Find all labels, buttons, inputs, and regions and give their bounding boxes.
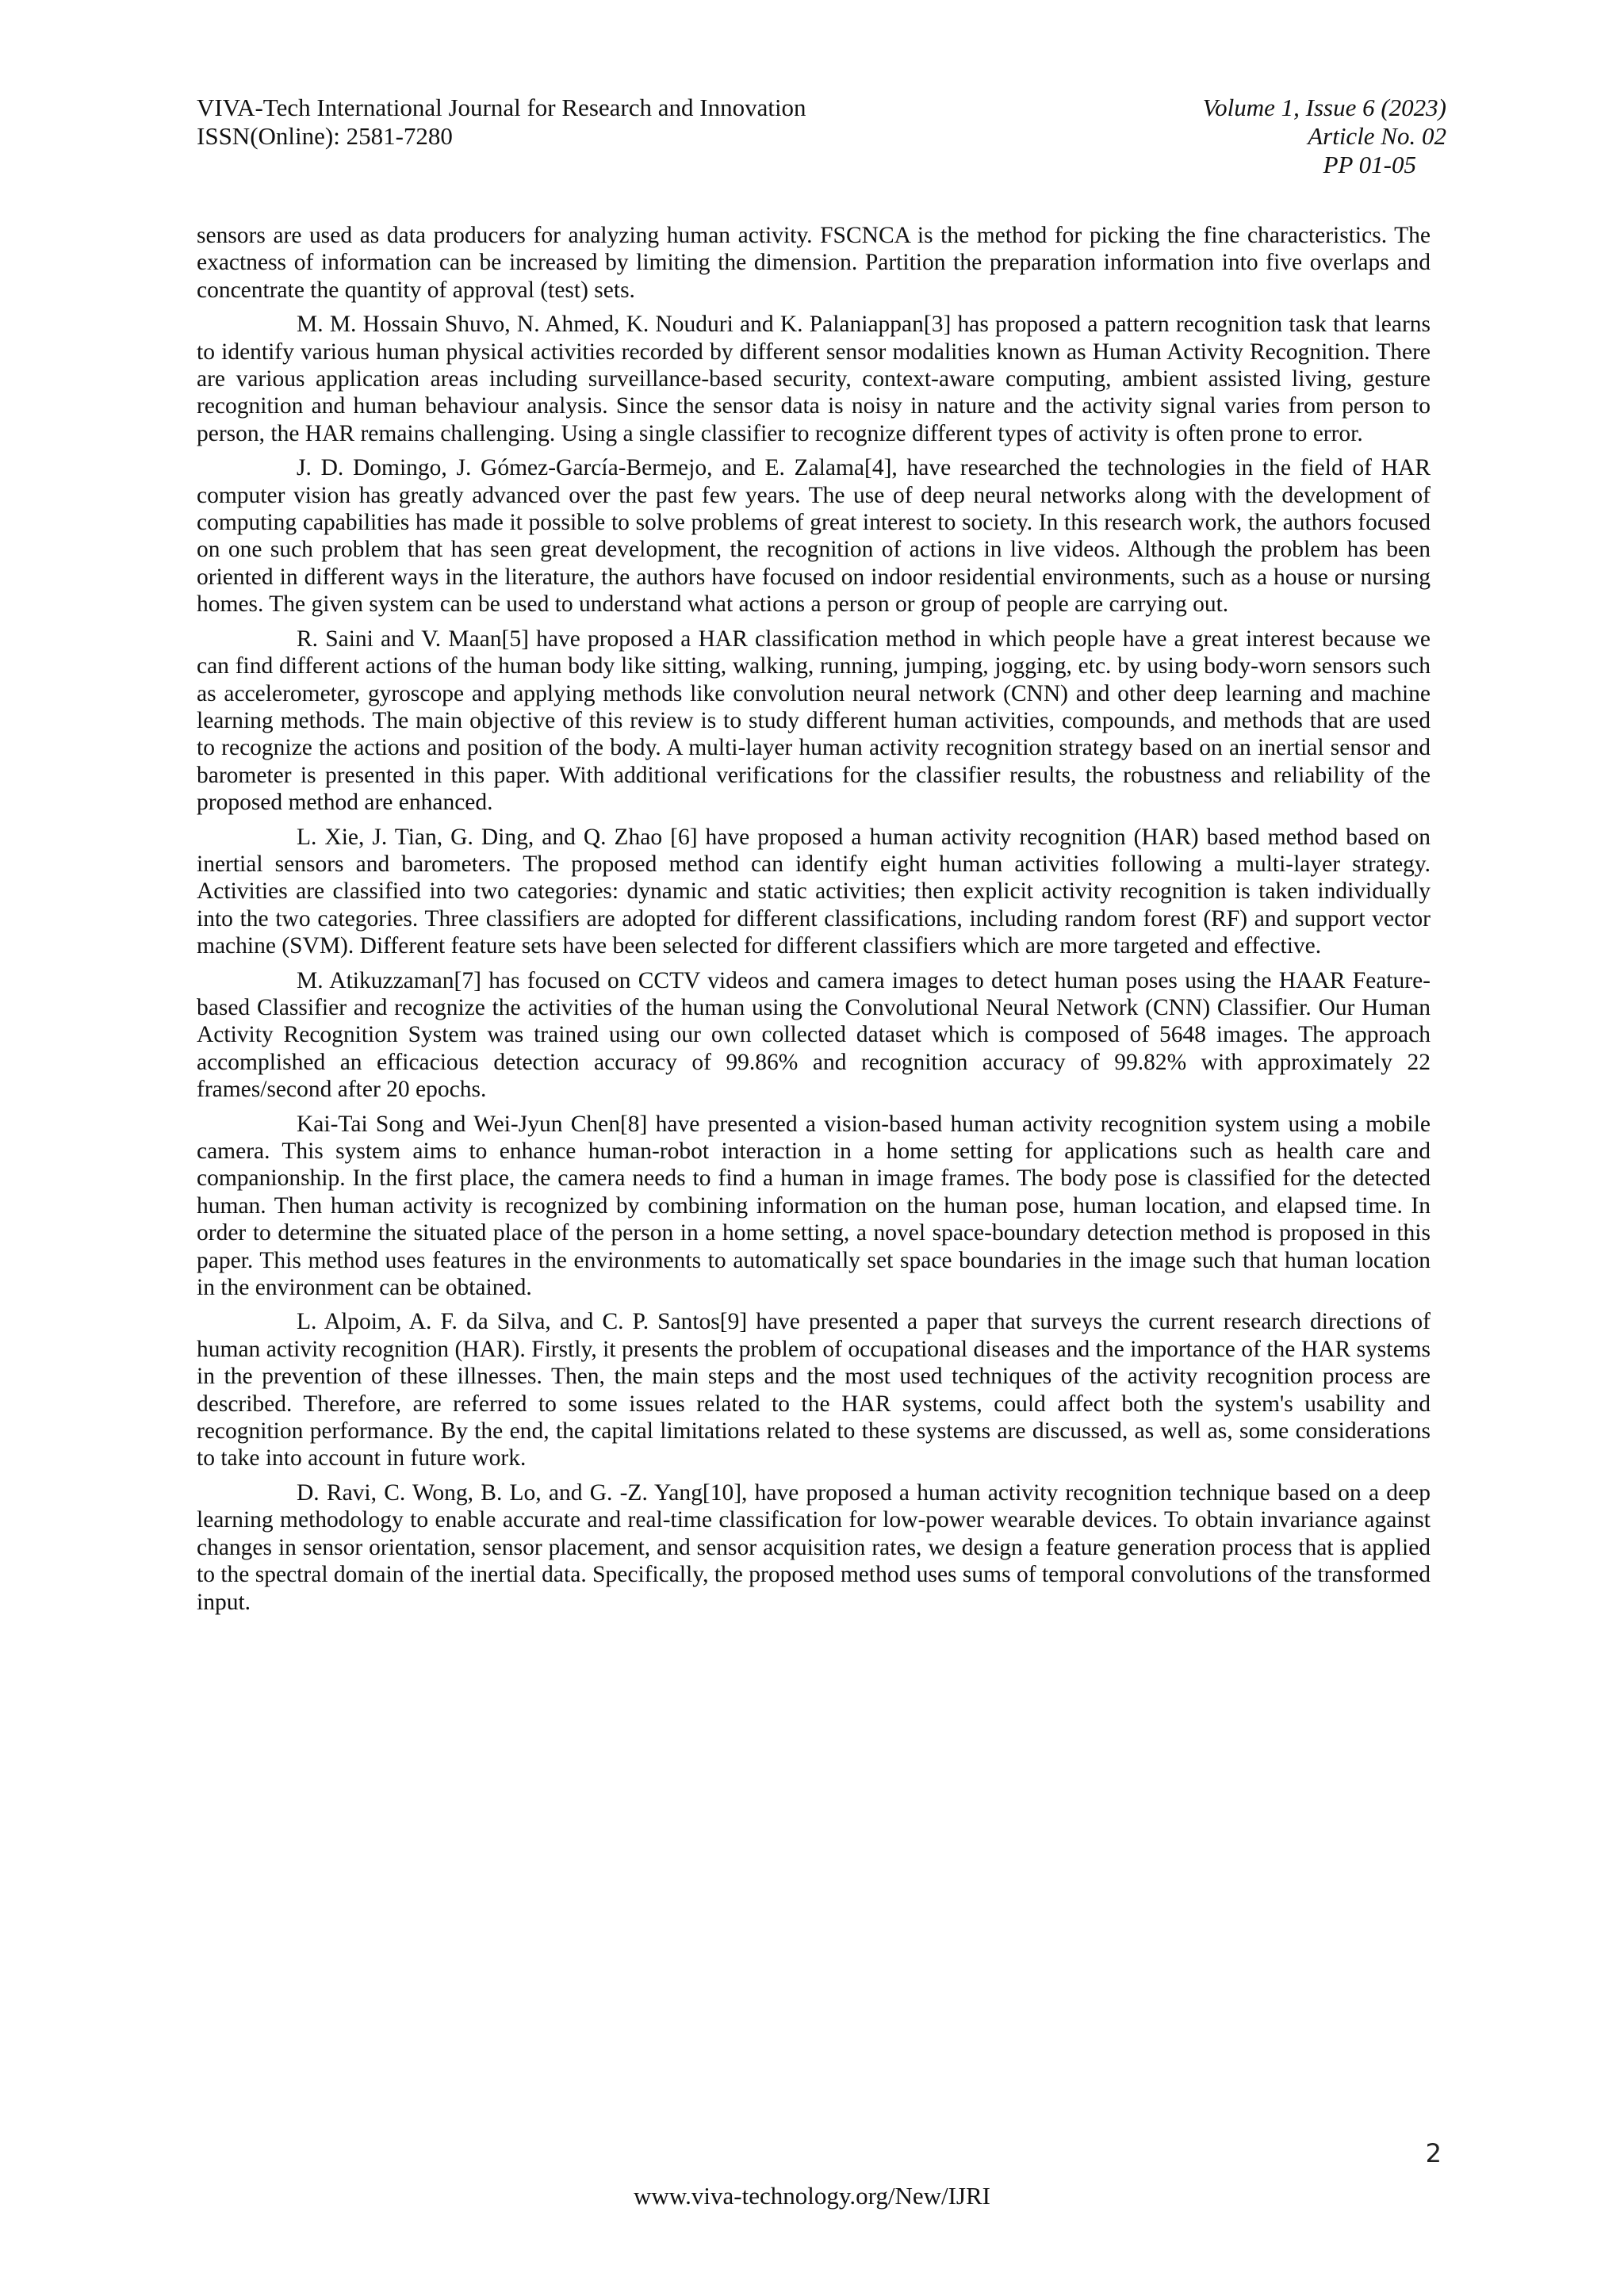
journal-info xyxy=(197,94,806,151)
paragraph: L. Alpoim, A. F. da Silva, and C. P. Santos[9] have presented a paper that surveys the current research directions of human activity recognition (HAR). Firstly, it presents the problem of occupational diseases and the importance of the HAR systems in the prevention of these illnesses. Then, the main steps and the most used techniques of the activity recognition process are described. Therefore, are referred to some issues related to the HAR systems, could affect both the system's usability and recognition performance. By the end, the capital limitations related to these systems are discussed, as well as, some considerations to take into account in future work. xyxy=(197,1309,1431,1471)
article-body xyxy=(197,222,1431,1623)
issue-info xyxy=(1203,94,1446,179)
paragraph: M. M. Hossain Shuvo, N. Ahmed, K. Nouduri and K. Palaniappan[3] has proposed a pattern recognition task that learns to identify various human physical activities recorded by different sensor modalities known as Human Activity Recognition. There are various application areas including surveillance-based security, context-aware computing, ambient assisted living, gesture recognition and human behaviour analysis. Since the sensor data is noisy in nature and the activity signal varies from person to person, the HAR remains challenging. Using a single classifier to recognize different types of activity is often prone to error. xyxy=(197,312,1431,446)
journal-title: VIVA-Tech International Journal for Research and Innovation xyxy=(197,94,806,121)
page-range: PP 01-05 xyxy=(1323,151,1416,178)
paragraph: L. Xie, J. Tian, G. Ding, and Q. Zhao [6] have proposed a human activity recognition (HAR) based method based on inertial sensors and barometers. The proposed method can identify eight human activities following a multi-layer strategy. Activities are classified into two categories: dynamic and static activities; then explicit activity recognition is taken individually into the two categories. Three classifiers are adopted for different classifications, including random forest (RF) and support vector machine (SVM). Different feature sets have been selected for different classifiers which are more targeted and effective. xyxy=(197,824,1431,959)
paragraph: R. Saini and V. Maan[5] have proposed a HAR classification method in which people have a great interest because we can find different actions of the human body like sitting, walking, running, jumping, jogging, etc. by using body-worn sensors such as accelerometer, gyroscope and applying methods like convolution neural network (CNN) and other deep learning and machine learning methods. The main objective of this review is to study different human activities, compounds, and methods that are used to recognize the actions and position of the body. A multi-layer human activity recognition strategy based on an inertial sensor and barometer is presented in this paper. With additional verifications for the classifier results, the robustness and reliability of the proposed method are enhanced. xyxy=(197,626,1431,816)
paragraph: Kai-Tai Song and Wei-Jyun Chen[8] have presented a vision-based human activity recognition system using a mobile camera. This system aims to enhance human-robot interaction in a home setting for applications such as health care and companionship. In the first place, the camera needs to find a human in image frames. The body pose is classified for the detected human. Then human activity is recognized by combining information on the human pose, human location, and elapsed time. In order to determine the situated place of the person in a home setting, a novel space-boundary detection method is proposed in this paper. This method uses features in the environments to automatically set space boundaries in the image such that human location in the environment can be obtained. xyxy=(197,1111,1431,1301)
paragraph: sensors are used as data producers for analyzing human activity. FSCNCA is the method for picking the fine characteristics. The exactness of information can be increased by limiting the dimension. Partition the preparation information into five overlaps and concentrate the quantity of approval (test) sets. xyxy=(197,223,1431,303)
page-number: 2 xyxy=(1425,2138,1442,2168)
paragraph: J. D. Domingo, J. Gómez-García-Bermejo, and E. Zalama[4], have researched the technologies in the field of HAR computer vision has greatly advanced over the past few years. The use of deep neural networks along with the development of computing capabilities has made it possible to solve problems of great interest to society. In this research work, the authors focused on one such problem that has seen great development, the recognition of actions in live videos. Although the problem has been oriented in different ways in the literature, the authors have focused on indoor residential environments, such as a house or nursing homes. The given system can be used to understand what actions a person or group of people are carrying out. xyxy=(197,455,1431,618)
volume-issue: Volume 1, Issue 6 (2023) xyxy=(1202,94,1446,121)
paragraph: D. Ravi, C. Wong, B. Lo, and G. -Z. Yang[10], have proposed a human activity recognition technique based on a deep learning methodology to enable accurate and real-time classification for low-power wearable devices. To obtain invariance against changes in sensor orientation, sensor placement, and sensor acquisition rates, we design a feature generation process that is applied to the spectral domain of the inertial data. Specifically, the proposed method uses sums of temporal convolutions of the transformed input. xyxy=(197,1479,1431,1615)
article-number: Article No. 02 xyxy=(1308,122,1446,150)
issn: ISSN(Online): 2581-7280 xyxy=(197,122,453,150)
footer-url[interactable]: www.viva-technology.org/New/IJRI xyxy=(634,2182,990,2210)
paragraph: M. Atikuzzaman[7] has focused on CCTV videos and camera images to detect human poses using the HAAR Feature-based Classifier and recognize the activities of the human using the Convolutional Neural Network (CNN) Classifier. Our Human Activity Recognition System was trained using our own collected dataset which is composed of 5648 images. The approach accomplished an efficacious detection accuracy of 99.86% and recognition accuracy of 99.82% with approximately 22 frames/second after 20 epochs. xyxy=(197,967,1431,1103)
